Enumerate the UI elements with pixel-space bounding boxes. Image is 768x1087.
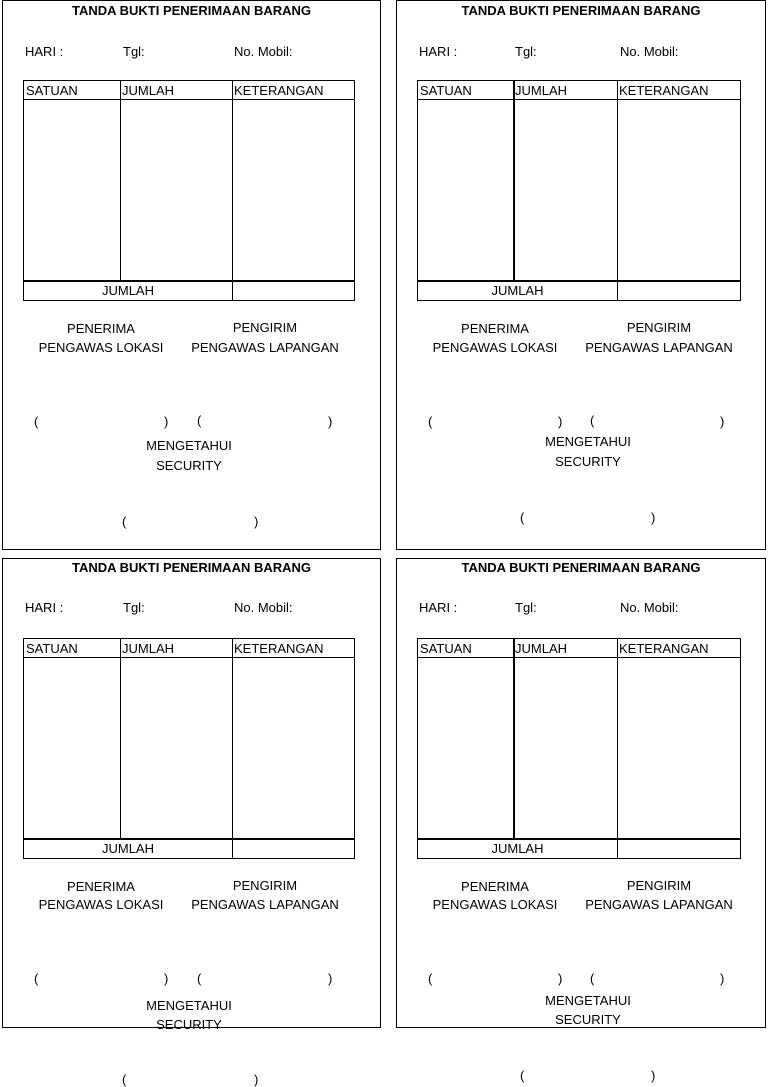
receiver-title: PENERIMA <box>67 879 135 894</box>
column-divider <box>232 639 233 858</box>
sender-signature-open: ( <box>590 971 595 986</box>
receiver-signature-open: ( <box>34 414 39 429</box>
mobil-label: No. Mobil: <box>620 600 679 615</box>
witness-title: MENGETAHUI <box>545 434 631 449</box>
col-header-jumlah: JUMLAH <box>122 641 175 656</box>
receiver-signature-close: ) <box>558 414 563 429</box>
sender-signature-close: ) <box>328 414 333 429</box>
receiver-signature-close: ) <box>164 971 169 986</box>
sender-signature-open: ( <box>197 971 202 986</box>
header-divider <box>418 657 740 658</box>
mobil-label: No. Mobil: <box>234 44 293 59</box>
witness-signature-close: ) <box>651 510 656 525</box>
receipt-form <box>396 558 766 1083</box>
witness-signature-close: ) <box>254 514 259 529</box>
receiver-title: PENERIMA <box>67 321 135 336</box>
form-title: TANDA BUKTI PENERIMAAN BARANG <box>461 560 701 575</box>
col-header-satuan: SATUAN <box>420 83 472 98</box>
header-divider <box>24 99 354 100</box>
witness-signature-open: ( <box>122 1072 127 1087</box>
sender-title: PENGIRIM <box>626 878 692 893</box>
hari-label: HARI : <box>25 600 64 615</box>
witness-role: SECURITY <box>156 458 222 473</box>
sender-title: PENGIRIM <box>232 320 298 335</box>
header-divider <box>24 657 354 658</box>
tgl-label: Tgl: <box>515 44 537 59</box>
receiver-role: PENGAWAS LOKASI <box>432 897 558 912</box>
sender-role: PENGAWAS LAPANGAN <box>191 340 339 355</box>
receiver-title: PENERIMA <box>461 321 529 336</box>
col-header-jumlah: JUMLAH <box>515 641 568 656</box>
witness-signature-close: ) <box>651 1068 656 1083</box>
hari-label: HARI : <box>419 600 458 615</box>
receiver-signature-open: ( <box>428 414 433 429</box>
witness-signature-close: ) <box>254 1072 259 1087</box>
total-label: JUMLAH <box>101 841 154 856</box>
header-divider <box>418 99 740 100</box>
receiver-signature-open: ( <box>428 971 433 986</box>
col-header-keterangan: KETERANGAN <box>619 641 709 656</box>
form-title: TANDA BUKTI PENERIMAAN BARANG <box>71 560 312 575</box>
col-header-jumlah: JUMLAH <box>515 83 568 98</box>
mobil-label: No. Mobil: <box>234 600 293 615</box>
receiver-role: PENGAWAS LOKASI <box>38 897 164 912</box>
receiver-signature-open: ( <box>34 971 39 986</box>
witness-role: SECURITY <box>555 454 621 469</box>
witness-role: SECURITY <box>555 1012 621 1027</box>
column-divider <box>232 81 233 300</box>
total-label: JUMLAH <box>491 841 544 856</box>
col-header-jumlah: JUMLAH <box>122 83 175 98</box>
col-header-keterangan: KETERANGAN <box>234 641 324 656</box>
witness-signature-open: ( <box>520 510 525 525</box>
column-divider <box>120 639 121 838</box>
mobil-label: No. Mobil: <box>620 44 679 59</box>
receiver-role: PENGAWAS LOKASI <box>432 340 558 355</box>
col-header-keterangan: KETERANGAN <box>234 83 324 98</box>
column-divider <box>513 81 515 280</box>
tgl-label: Tgl: <box>123 44 145 59</box>
column-divider <box>513 639 515 838</box>
witness-title: MENGETAHUI <box>545 993 631 1008</box>
receiver-signature-close: ) <box>164 414 169 429</box>
sender-role: PENGAWAS LAPANGAN <box>191 897 339 912</box>
column-divider <box>617 639 618 858</box>
form-title: TANDA BUKTI PENERIMAAN BARANG <box>71 3 312 18</box>
sender-role: PENGAWAS LAPANGAN <box>585 340 733 355</box>
tgl-label: Tgl: <box>123 600 145 615</box>
sender-signature-close: ) <box>720 971 725 986</box>
receiver-title: PENERIMA <box>461 879 529 894</box>
receipt-form <box>2 0 381 550</box>
col-header-keterangan: KETERANGAN <box>619 83 709 98</box>
total-column-divider <box>232 838 233 858</box>
items-table <box>417 638 741 859</box>
total-column-divider <box>617 280 618 300</box>
sender-role: PENGAWAS LAPANGAN <box>585 897 733 912</box>
receipt-form <box>396 0 766 550</box>
witness-role: SECURITY <box>156 1017 222 1032</box>
total-column-divider <box>232 280 233 300</box>
sender-signature-open: ( <box>590 413 595 428</box>
column-divider <box>120 81 121 280</box>
sender-signature-close: ) <box>720 414 725 429</box>
total-column-divider <box>617 838 618 858</box>
items-table <box>23 638 355 859</box>
total-label: JUMLAH <box>101 283 154 298</box>
total-label: JUMLAH <box>491 283 544 298</box>
items-table <box>417 80 741 301</box>
witness-title: MENGETAHUI <box>146 438 232 453</box>
form-title: TANDA BUKTI PENERIMAAN BARANG <box>461 3 701 18</box>
tgl-label: Tgl: <box>515 600 537 615</box>
sender-signature-open: ( <box>197 413 202 428</box>
receiver-role: PENGAWAS LOKASI <box>38 340 164 355</box>
witness-signature-open: ( <box>122 514 127 529</box>
col-header-satuan: SATUAN <box>26 641 78 656</box>
col-header-satuan: SATUAN <box>26 83 78 98</box>
col-header-satuan: SATUAN <box>420 641 472 656</box>
sender-title: PENGIRIM <box>232 878 298 893</box>
witness-signature-open: ( <box>520 1068 525 1083</box>
items-table <box>23 80 355 301</box>
sender-signature-close: ) <box>328 971 333 986</box>
hari-label: HARI : <box>419 44 458 59</box>
sender-title: PENGIRIM <box>626 320 692 335</box>
receiver-signature-close: ) <box>558 971 563 986</box>
hari-label: HARI : <box>25 44 64 59</box>
witness-title: MENGETAHUI <box>146 998 232 1013</box>
receipt-form <box>2 558 381 1087</box>
column-divider <box>617 81 618 300</box>
